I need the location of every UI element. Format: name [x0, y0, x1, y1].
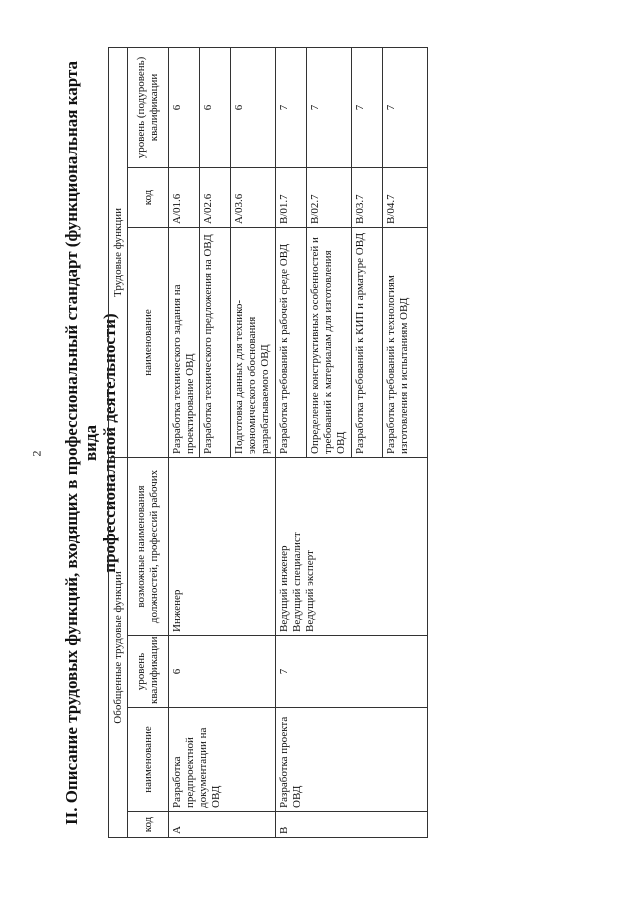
- position-item: Ведущий эксперт: [304, 550, 316, 632]
- page-number: 2: [29, 450, 44, 457]
- function-name-cell: Разработка требований к КИП и арматуре ОВД: [352, 227, 383, 457]
- function-level-cell: 7: [352, 47, 383, 167]
- function-name-cell: Разработка технического задания на проектирование ОВД: [169, 227, 200, 457]
- functional-map-table: [108, 47, 428, 838]
- position-item: Ведущий инженер: [278, 545, 290, 632]
- header-tf-name: наименование: [128, 227, 169, 457]
- header-tf-code: код: [128, 167, 169, 227]
- function-code-cell: B/01.7: [276, 167, 307, 227]
- position-item: Инженер: [171, 589, 183, 632]
- function-name-cell: Разработка требований к технологиям изготовления и испытаниям ОВД: [383, 227, 428, 457]
- function-code-cell: B/04.7: [383, 167, 428, 227]
- header-name: наименование: [128, 708, 169, 812]
- group-code-cell: B: [276, 812, 428, 838]
- group-code-cell: A: [169, 812, 276, 838]
- section-title-line-1: II. Описание трудовых функций, входящих в профессиональный стандарт (функциональная карта вида: [62, 60, 100, 826]
- function-name-cell: Разработка требований к рабочей среде ОВД: [276, 227, 307, 457]
- function-name-cell: Подготовка данных для технико-экономического обоснования разрабатываемого ОВД: [231, 227, 276, 457]
- table-row: [169, 47, 200, 837]
- function-code-cell: B/03.7: [352, 167, 383, 227]
- header-tf-level: уровень (подуровень) квалификации: [128, 47, 169, 167]
- group-name-cell: Разработка предпроектной документации на ОВД: [169, 708, 276, 812]
- group-level-cell: 7: [276, 636, 428, 708]
- function-name-cell: Разработка технического предложения на ОВД: [200, 227, 231, 457]
- function-level-cell: 6: [231, 47, 276, 167]
- function-level-cell: 7: [383, 47, 428, 167]
- rotated-page-content: [60, 48, 620, 838]
- header-code: код: [128, 812, 169, 838]
- group-name-cell: Разработка проекта ОВД: [276, 708, 428, 812]
- function-level-cell: 6: [200, 47, 231, 167]
- group-level-cell: 6: [169, 636, 276, 708]
- group-positions-cell: [169, 457, 276, 635]
- position-item: Ведущий специалист: [291, 532, 303, 632]
- header-level: уровень квалификации: [128, 636, 169, 708]
- function-name-cell: Определение конструктивных особенностей и требований к материалам для изготовления ОВД: [307, 227, 352, 457]
- function-code-cell: A/01.6: [169, 167, 200, 227]
- function-code-cell: B/02.7: [307, 167, 352, 227]
- group-positions-cell: [276, 457, 428, 635]
- header-labor-functions: Трудовые функции: [109, 47, 128, 457]
- header-positions: возможные наименования должностей, профессий рабочих: [128, 457, 169, 635]
- header-generalized-functions: Обобщенные трудовые функции: [109, 457, 128, 837]
- function-code-cell: A/03.6: [231, 167, 276, 227]
- function-level-cell: 7: [307, 47, 352, 167]
- section-title-line-2: профессиональной деятельности): [100, 313, 119, 573]
- function-code-cell: A/02.6: [200, 167, 231, 227]
- function-level-cell: 7: [276, 47, 307, 167]
- table-row: [276, 47, 307, 837]
- function-level-cell: 6: [169, 47, 200, 167]
